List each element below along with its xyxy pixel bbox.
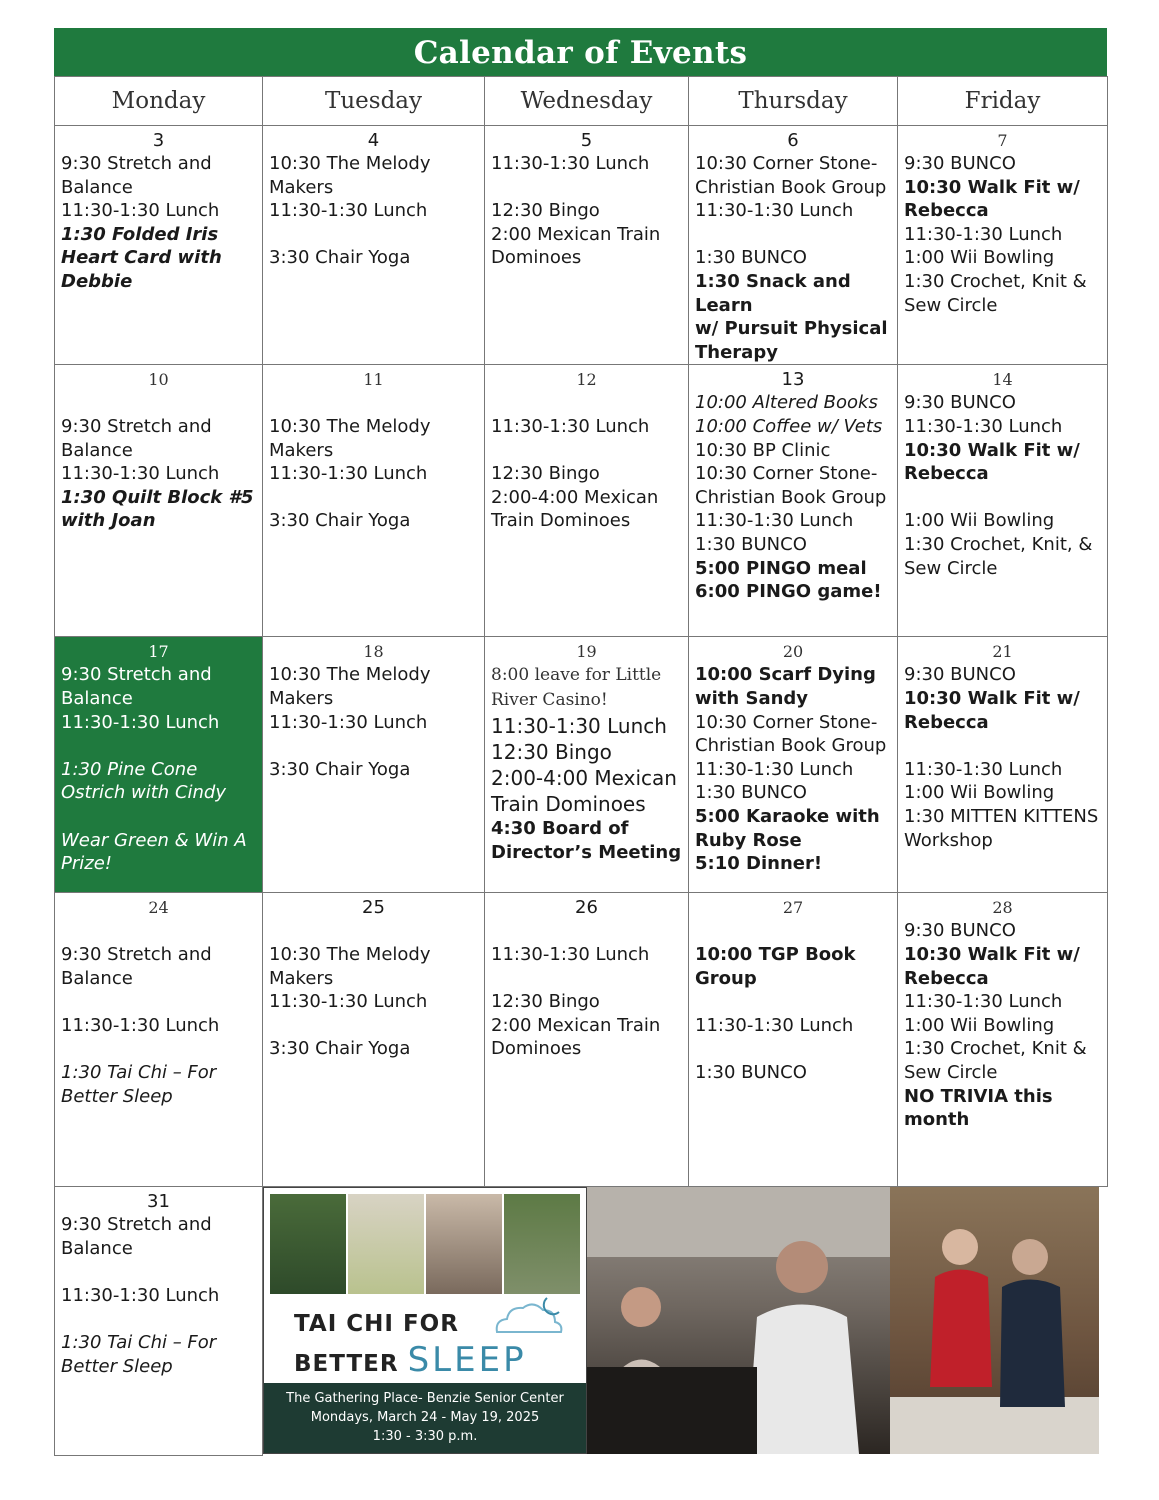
calendar-grid (54, 76, 1108, 1456)
week-row (55, 365, 1108, 637)
flyer-title-sleep: SLEEP (407, 1340, 527, 1381)
event-line: 1:30 BUNCO (695, 1061, 807, 1083)
event-line: 11:30-1:30 Lunch (269, 991, 428, 1013)
photo-strip (263, 1187, 1108, 1456)
flyer-footer-dates: Mondays, March 24 - May 19, 2025 (310, 1410, 540, 1426)
calendar (54, 28, 1107, 1456)
event-line: 10:00 TGP Book Group (695, 943, 856, 989)
event-line: 11:30-1:30 Lunch (269, 200, 428, 222)
day-cell (485, 893, 689, 1187)
event-line: 8:00 leave for Little River Casino! (491, 665, 662, 711)
event-line: 11:30-1:30 Lunch (491, 153, 650, 174)
event-line: w/ Pursuit Physical Therapy (695, 318, 888, 363)
day-number: 27 (782, 898, 804, 918)
day-number: 28 (992, 898, 1013, 918)
singers-photo-figures (890, 1187, 1099, 1454)
spacer (695, 919, 891, 943)
event-line: 9:30 BUNCO (904, 664, 1016, 686)
spacer (269, 223, 478, 247)
day-number: 11 (363, 370, 384, 390)
event-line: 4:30 Board of Director’s Meeting (491, 818, 682, 863)
event-line: 12:30 Bingo (491, 740, 612, 765)
event-line: 10:30 Corner Stone-Christian Book Group (695, 153, 887, 198)
event-line: 9:30 BUNCO (904, 920, 1016, 942)
flyer-title-better: BETTER (294, 1351, 408, 1378)
day-number: 6 (787, 130, 799, 151)
spacer (269, 1014, 478, 1038)
event-line: 6:00 PINGO game! (695, 581, 882, 603)
event-line: 3:30 Chair Yoga (269, 510, 411, 532)
event-line: 10:00 Altered Books (695, 392, 878, 414)
spacer (269, 391, 478, 415)
event-line: 10:30 Walk Fit w/ Rebecca (904, 687, 1080, 733)
event-line: 11:30-1:30 Lunch (491, 943, 650, 965)
spacer (695, 1037, 891, 1061)
day-number: 17 (148, 642, 169, 662)
event-line: 10:30 The Melody Makers (269, 415, 431, 461)
event-line: 10:30 Corner Stone-Christian Book Group (695, 463, 887, 508)
event-line: 1:00 Wii Bowling (904, 1014, 1055, 1036)
flyer-footer-location: The Gathering Place- Benzie Senior Center (286, 1391, 564, 1407)
event-line: 2:00-4:00 Mexican Train Dominoes (491, 766, 677, 817)
spacer (61, 990, 256, 1014)
flyer-photo-3 (426, 1194, 502, 1294)
event-line: 12:30 Bingo (491, 991, 600, 1013)
event-line: 11:30-1:30 Lunch (904, 223, 1063, 245)
event-line: Wear Green & Win A Prize! (61, 829, 247, 875)
event-line: 10:30 BP Clinic (695, 439, 831, 461)
spacer (61, 805, 256, 829)
event-line: 9:30 Stretch and Balance (61, 415, 212, 461)
flyer-title-line1: TAI CHI FOR (294, 1311, 459, 1338)
event-line: 11:30-1:30 Lunch (695, 200, 854, 222)
week-row (55, 893, 1108, 1187)
event-line: 2:00 Mexican Train Dominoes (491, 1014, 661, 1060)
spacer (269, 919, 478, 943)
day-cell (485, 637, 689, 893)
event-line: 1:30 BUNCO (695, 533, 807, 555)
event-line: 9:30 Stretch and Balance (61, 943, 212, 989)
event-line: 1:00 Wii Bowling (904, 247, 1055, 269)
day-number: 26 (575, 897, 598, 919)
event-line: 2:00 Mexican Train Dominoes (491, 223, 661, 269)
day-cell (263, 893, 485, 1187)
spacer (61, 919, 256, 943)
week-row (55, 637, 1108, 893)
karaoke-photo-figures (587, 1187, 890, 1454)
day-cell (55, 126, 263, 365)
day-number: 3 (152, 130, 165, 151)
event-line: 11:30-1:30 Lunch (904, 415, 1063, 437)
day-cell (689, 893, 898, 1187)
spacer (491, 391, 682, 415)
day-number: 10 (148, 370, 169, 390)
event-line: 10:30 The Melody Makers (269, 943, 431, 989)
weekday-header-row (55, 77, 1108, 126)
event-line: 11:30-1:30 Lunch (61, 1014, 220, 1036)
spacer (61, 1308, 256, 1332)
event-line: 1:30 Tai Chi – For Better Sleep (61, 1061, 217, 1107)
weekday-tuesday: Tuesday (263, 77, 485, 126)
event-line: 10:00 Coffee w/ Vets (695, 415, 883, 437)
event-line: 2:00-4:00 Mexican Train Dominoes (491, 486, 659, 532)
weekday-wednesday: Wednesday (485, 77, 689, 126)
event-line: 10:00 Scarf Dying with Sandy (695, 664, 876, 709)
event-line: 1:00 Wii Bowling (904, 510, 1055, 532)
event-line: 5:00 PINGO meal (695, 557, 867, 579)
event-line: 3:30 Chair Yoga (269, 247, 411, 269)
flyer-footer-time: 1:30 - 3:30 p.m. (372, 1429, 478, 1445)
day-number: 14 (992, 370, 1013, 390)
day-number: 19 (576, 642, 597, 662)
weeks-body (55, 126, 1108, 1187)
spacer (61, 1037, 256, 1061)
day-cell (898, 365, 1108, 637)
event-line: 3:30 Chair Yoga (269, 1038, 411, 1060)
weekday-thursday: Thursday (689, 77, 898, 126)
spacer (61, 1261, 256, 1285)
tai-chi-flyer (263, 1187, 587, 1454)
day-number: 31 (147, 1191, 170, 1213)
day-cell (898, 893, 1108, 1187)
moon-cloud-icon (489, 1292, 569, 1342)
day-number: 7 (997, 131, 1008, 150)
flyer-photos (270, 1194, 580, 1294)
event-line: 9:30 Stretch and Balance (61, 1214, 212, 1259)
event-line: 1:00 Wii Bowling (904, 782, 1055, 804)
event-line: 9:30 BUNCO (904, 153, 1016, 174)
day-number: 5 (580, 130, 593, 151)
weekday-friday: Friday (898, 77, 1108, 126)
spacer (61, 391, 256, 415)
day-number: 24 (148, 898, 169, 918)
calendar-title: Calendar of Events (54, 28, 1107, 76)
event-line: 10:30 Walk Fit w/ Rebecca (904, 439, 1080, 485)
flyer-photo-2 (348, 1194, 424, 1294)
event-line: 10:30 The Melody Makers (269, 664, 431, 709)
day-cell (263, 365, 485, 637)
event-line: 9:30 Stretch and Balance (61, 153, 212, 198)
day-cell (55, 637, 263, 893)
day-number: 18 (363, 642, 384, 662)
spacer (904, 486, 1101, 510)
week-row-last (55, 1187, 1108, 1456)
flyer-photo-1 (270, 1194, 346, 1294)
spacer (491, 967, 682, 991)
event-line: 11:30-1:30 Lunch (61, 200, 220, 222)
day-number: 4 (367, 130, 380, 151)
day-number: 21 (992, 642, 1013, 662)
day-number: 25 (362, 897, 385, 919)
event-line: 1:30 Pine Cone Ostrich with Cindy (61, 758, 226, 804)
event-line: 11:30-1:30 Lunch (695, 1014, 854, 1036)
event-line: 11:30-1:30 Lunch (491, 415, 650, 437)
event-line: NO TRIVIA this month (904, 1085, 1053, 1131)
event-line: 11:30-1:30 Lunch (61, 463, 220, 485)
day-cell (485, 365, 689, 637)
event-line: 1:30 MITTEN KITTENS Workshop (904, 805, 1099, 851)
day-cell (263, 637, 485, 893)
day-cell (898, 126, 1108, 365)
day-cell (263, 126, 485, 365)
spacer (61, 734, 256, 758)
event-line: 1:30 Crochet, Knit & Sew Circle (904, 270, 1087, 316)
day-cell (689, 126, 898, 365)
singers-photo (890, 1187, 1099, 1454)
event-line: 12:30 Bingo (491, 463, 600, 485)
event-line: 5:00 Karaoke with Ruby Rose (695, 805, 880, 851)
spacer (695, 990, 891, 1014)
event-line: 10:30 The Melody Makers (269, 153, 431, 198)
event-line: 1:30 Quilt Block #5 with Joan (61, 486, 254, 532)
event-line: 1:30 BUNCO (695, 782, 807, 804)
event-line: 11:30-1:30 Lunch (491, 714, 667, 739)
spacer (695, 223, 891, 247)
event-line: 5:10 Dinner! (695, 853, 823, 875)
day-cell-31 (55, 1187, 263, 1456)
week-row (55, 126, 1108, 365)
day-cell (485, 126, 689, 365)
weekday-monday: Monday (55, 77, 263, 126)
day-cell (898, 637, 1108, 893)
event-line: 11:30-1:30 Lunch (695, 758, 854, 780)
day-cell (55, 893, 263, 1187)
spacer (904, 734, 1101, 758)
event-line: 10:30 Walk Fit w/ Rebecca (904, 176, 1080, 222)
karaoke-photo (587, 1187, 890, 1454)
day-number: 13 (781, 369, 805, 391)
spacer (269, 486, 478, 510)
event-line: 10:30 Corner Stone-Christian Book Group (695, 711, 887, 757)
event-line: 11:30-1:30 Lunch (61, 711, 220, 733)
event-line: 10:30 Walk Fit w/ Rebecca (904, 943, 1080, 989)
day-cell (689, 365, 898, 637)
event-line: 1:30 Folded Iris Heart Card with Debbie (61, 223, 222, 292)
event-line: 11:30-1:30 Lunch (904, 991, 1063, 1013)
day-cell (689, 637, 898, 893)
day-number: 12 (576, 370, 597, 390)
event-line: 11:30-1:30 Lunch (695, 510, 854, 532)
spacer (491, 919, 682, 943)
event-line: 11:30-1:30 Lunch (269, 711, 428, 733)
event-line: 9:30 Stretch and Balance (61, 664, 212, 709)
event-line: 11:30-1:30 Lunch (904, 758, 1063, 780)
event-line: 1:30 Snack and Learn (695, 270, 851, 316)
day-cell (55, 365, 263, 637)
event-line: 3:30 Chair Yoga (269, 758, 411, 780)
event-line: 12:30 Bingo (491, 200, 600, 222)
spacer (491, 176, 682, 200)
event-line: 1:30 Crochet, Knit & Sew Circle (904, 1038, 1087, 1083)
event-line: 11:30-1:30 Lunch (61, 1285, 220, 1307)
spacer (269, 734, 478, 758)
event-line: 11:30-1:30 Lunch (269, 463, 428, 485)
flyer-footer (264, 1383, 586, 1453)
event-line: 1:30 Tai Chi – For Better Sleep (61, 1332, 217, 1377)
event-line: 1:30 Crochet, Knit, & Sew Circle (904, 533, 1093, 579)
day-number: 20 (782, 642, 804, 662)
spacer (491, 439, 682, 463)
event-line: 9:30 BUNCO (904, 392, 1016, 414)
flyer-photo-4 (504, 1194, 580, 1294)
event-line: 1:30 BUNCO (695, 247, 807, 269)
